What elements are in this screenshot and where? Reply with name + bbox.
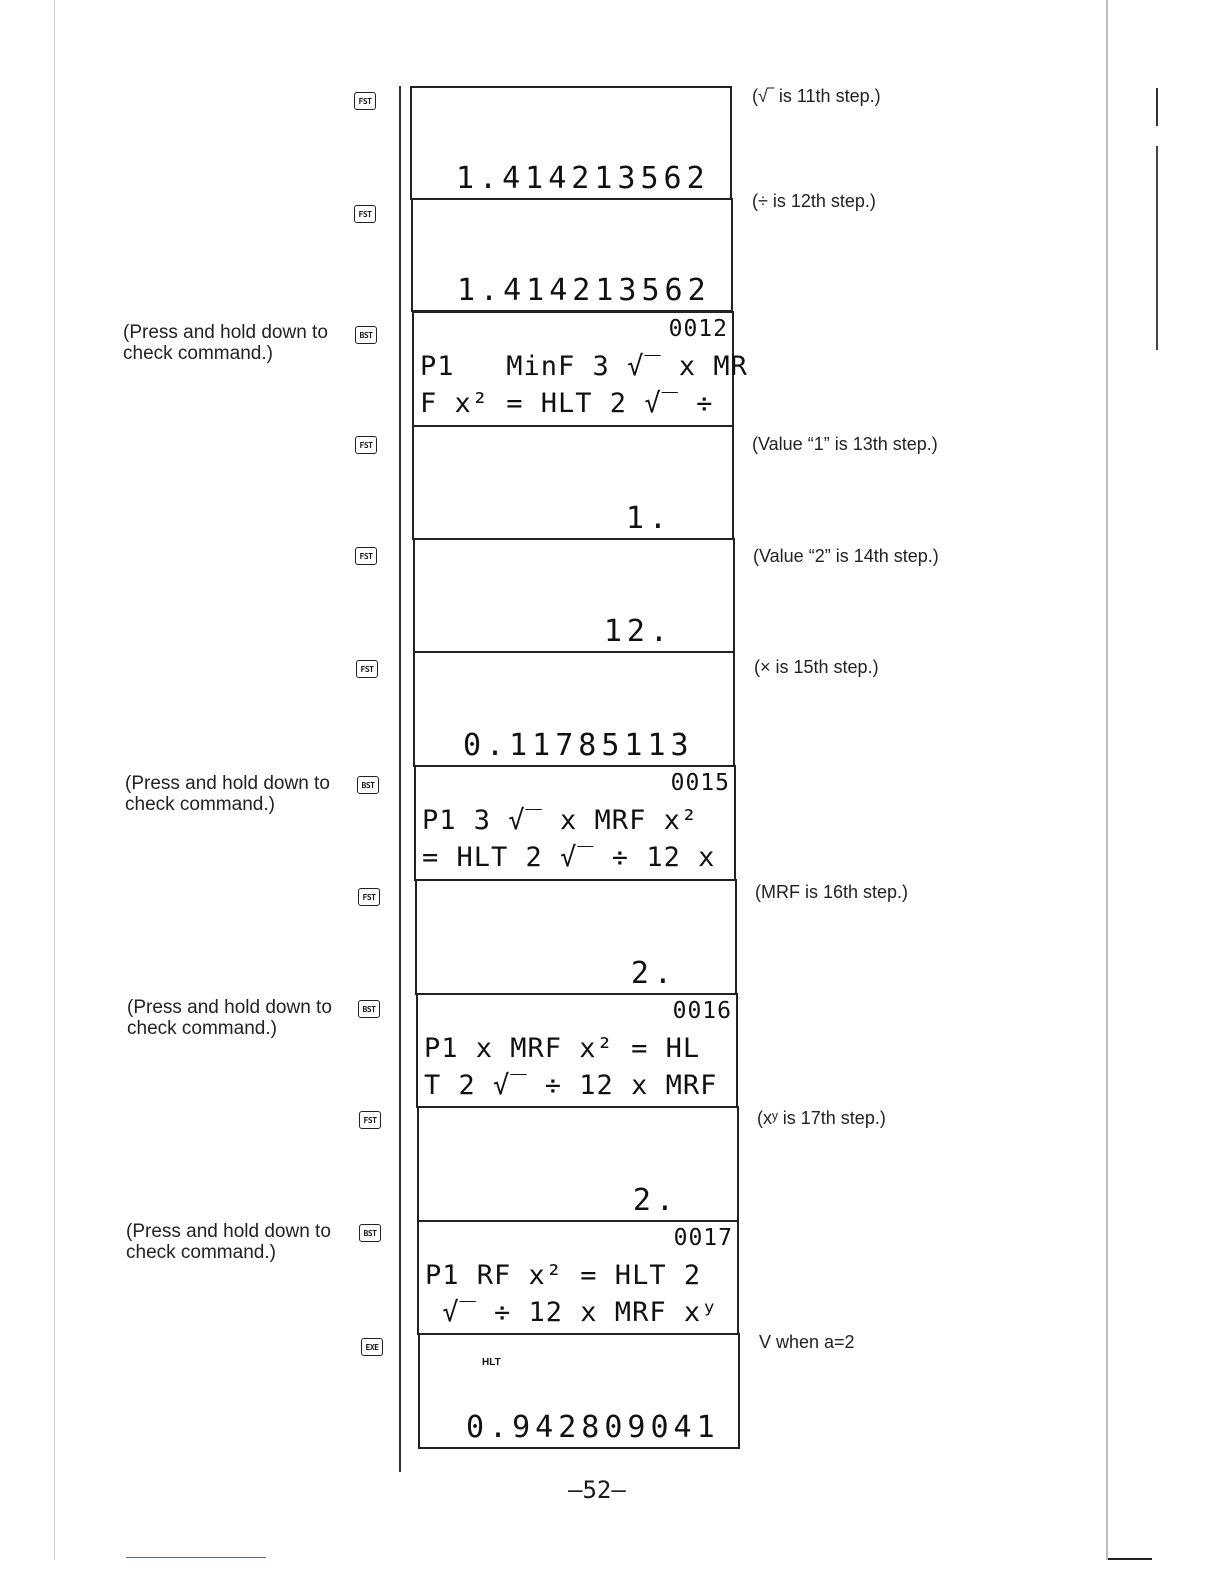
step-note: (√‾ is 11th step.) — [752, 86, 881, 106]
program-display — [414, 765, 736, 881]
bst-key-icon: BST — [358, 1000, 380, 1018]
bst-key-icon: BST — [357, 776, 379, 794]
display-panel — [412, 425, 734, 540]
step-note: (Value “1” is 13th step.) — [752, 434, 938, 454]
hlt-indicator: HLT — [482, 1357, 501, 1368]
margin-mark — [1156, 88, 1158, 126]
instruction-text: (Press and hold down to check command.) — [127, 997, 332, 1039]
step-counter: 0012 — [668, 316, 728, 342]
program-line-1: P1 x MRF x² = HL — [424, 1033, 701, 1064]
column-divider — [399, 86, 401, 1472]
program-line-1: P1 3 √‾ x MRF x² — [422, 805, 699, 836]
step-counter: 0016 — [672, 998, 732, 1024]
fst-key-icon: FST — [354, 205, 376, 223]
step-note: (× is 15th step.) — [754, 657, 879, 677]
display-value: 2. — [630, 956, 677, 991]
display-panel — [415, 879, 737, 995]
step-note: (÷ is 12th step.) — [752, 191, 876, 211]
program-line-1: P1 MinF 3 √‾ x MR — [420, 351, 748, 382]
display-value: 0.11785113 — [463, 728, 694, 763]
program-display — [416, 993, 738, 1108]
display-panel — [417, 1106, 739, 1222]
instruction-text: (Press and hold down to check command.) — [125, 773, 330, 815]
display-panel — [411, 198, 733, 312]
step-counter: 0015 — [670, 770, 730, 796]
page-corner-mark — [1108, 1558, 1152, 1560]
step-note: (MRF is 16th step.) — [755, 882, 909, 902]
display-value: 12. — [603, 614, 673, 649]
step-counter: 0017 — [673, 1225, 733, 1251]
bst-key-icon: BST — [355, 326, 377, 344]
program-display — [417, 1220, 739, 1335]
fst-key-icon: FST — [354, 92, 376, 110]
page-number: —52— — [568, 1476, 626, 1504]
program-display — [412, 311, 748, 427]
step-note: (Value “2” is 14th step.) — [753, 546, 939, 566]
display-panel — [418, 1333, 740, 1449]
fst-key-icon: FST — [355, 436, 377, 454]
step-note: (xʸ is 17th step.) — [757, 1108, 886, 1128]
display-value: 2. — [632, 1183, 679, 1218]
program-line-2: √‾ ÷ 12 x MRF xʸ — [425, 1297, 719, 1328]
exe-key-icon: EXE — [361, 1338, 383, 1356]
display-panel — [413, 538, 735, 653]
result-note: V when a=2 — [759, 1332, 855, 1352]
fst-key-icon: FST — [359, 1111, 381, 1129]
display-value: 0.942809041 — [466, 1410, 720, 1445]
display-value: 1. — [625, 501, 672, 536]
fst-key-icon: FST — [355, 547, 377, 565]
instruction-text: (Press and hold down to check command.) — [126, 1221, 331, 1263]
display-value: 1.414213562 — [456, 161, 710, 196]
program-line-1: P1 RF x² = HLT 2 — [425, 1260, 702, 1291]
page-right-edge — [1106, 0, 1108, 1560]
margin-mark — [1156, 146, 1158, 350]
program-line-2: = HLT 2 √‾ ÷ 12 x — [422, 842, 716, 873]
fst-key-icon: FST — [358, 888, 380, 906]
display-value: 1.414213562 — [457, 273, 711, 308]
bst-key-icon: BST — [359, 1224, 381, 1242]
page-left-edge — [54, 0, 55, 1560]
footnote-rule — [126, 1557, 266, 1558]
display-panel — [410, 86, 732, 200]
display-panel — [413, 651, 735, 767]
fst-key-icon: FST — [356, 660, 378, 678]
instruction-text: (Press and hold down to check command.) — [123, 322, 328, 364]
program-line-2: T 2 √‾ ÷ 12 x MRF — [424, 1070, 718, 1101]
program-line-2: F x² = HLT 2 √‾ ÷ — [420, 388, 714, 419]
